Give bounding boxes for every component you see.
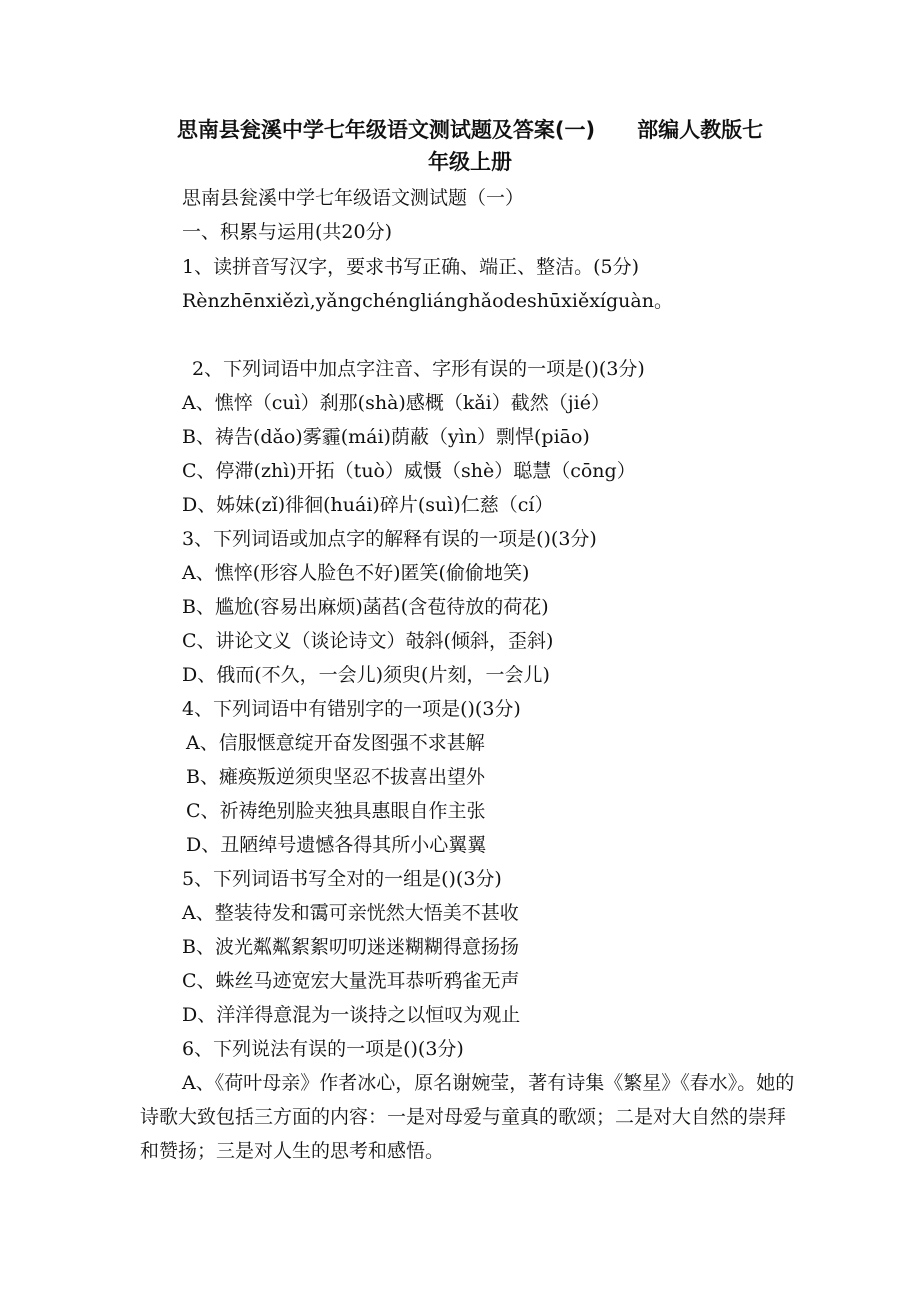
question-1-pinyin: Rènzhēnxiězì,yǎngchéngliánghǎodeshūxiěxíguàn。: [182, 290, 673, 312]
question-5-option-a: A、整装待发和霭可亲恍然大悟美不甚收: [182, 902, 519, 924]
question-3-option-a: A、憔悴(形容人脸色不好)匿笑(偷偷地笑): [182, 562, 530, 584]
question-5-option-b: B、波光粼粼絮絮叨叨迷迷糊糊得意扬扬: [182, 936, 519, 958]
question-4-option-b: B、瘫痪叛逆须臾坚忍不拔喜出望外: [186, 766, 485, 788]
title-line-2: 年级上册: [428, 150, 512, 174]
title-line-1: 思南县瓮溪中学七年级语文测试题及答案(一) 部编人教版七: [176, 118, 764, 142]
section-heading: 一、积累与运用(共20分): [182, 221, 393, 243]
question-2-option-c: C、停滞(zhì)开拓（tuò）威慑（shè）聪慧（cōng）: [182, 460, 636, 482]
question-6-option-a: A、《荷叶母亲》作者冰心，原名谢婉莹，著有诗集《繁星》《春水》。她的诗歌大致包括三方面的内容：一是对母爱与童真的歌颂；二是对大自然的崇拜和赞扬；三是对人生的思考和感悟。: [140, 1072, 795, 1162]
question-2-option-a: A、憔悴（cuì）刹那(shà)感概（kǎi）截然（jié）: [182, 392, 610, 414]
question-3: 3、下列词语或加点字的解释有误的一项是()(3分): [182, 528, 597, 550]
question-2: 2、下列词语中加点字注音、字形有误的一项是()(3分): [192, 358, 645, 380]
question-4-option-a: A、信服惬意绽开奋发图强不求甚解: [186, 732, 485, 754]
question-3-option-d: D、俄而(不久，一会儿)须臾(片刻，一会儿): [182, 664, 550, 686]
question-4-option-d: D、丑陋绰号遗憾各得其所小心翼翼: [186, 834, 487, 856]
test-subtitle: 思南县瓮溪中学七年级语文测试题（一）: [182, 187, 525, 209]
question-2-option-b: B、祷告(dǎo)雾霾(mái)荫蔽（yìn）剽悍(piāo): [182, 426, 590, 448]
question-5: 5、下列词语书写全对的一组是()(3分): [182, 868, 502, 890]
question-4: 4、下列词语中有错别字的一项是()(3分): [182, 698, 521, 720]
question-2-option-d: D、姊妹(zǐ)徘徊(huái)碎片(suì)仁慈（cí）: [182, 494, 554, 516]
question-3-option-b: B、尴尬(容易出麻烦)菡萏(含苞待放的荷花): [182, 596, 549, 618]
question-5-option-d: D、洋洋得意混为一谈持之以恒叹为观止: [182, 1004, 521, 1026]
question-3-option-c: C、讲论文义（谈论诗文）攲斜(倾斜，歪斜): [182, 630, 554, 652]
question-1: 1、读拼音写汉字，要求书写正确、端正、整洁。(5分): [182, 256, 640, 278]
question-6: 6、下列说法有误的一项是()(3分): [182, 1038, 464, 1060]
question-5-option-c: C、蛛丝马迹宽宏大量洗耳恭听鸦雀无声: [182, 970, 520, 992]
page-title: [140, 114, 800, 178]
question-4-option-c: C、祈祷绝别脸夹独具惠眼自作主张: [186, 800, 486, 822]
